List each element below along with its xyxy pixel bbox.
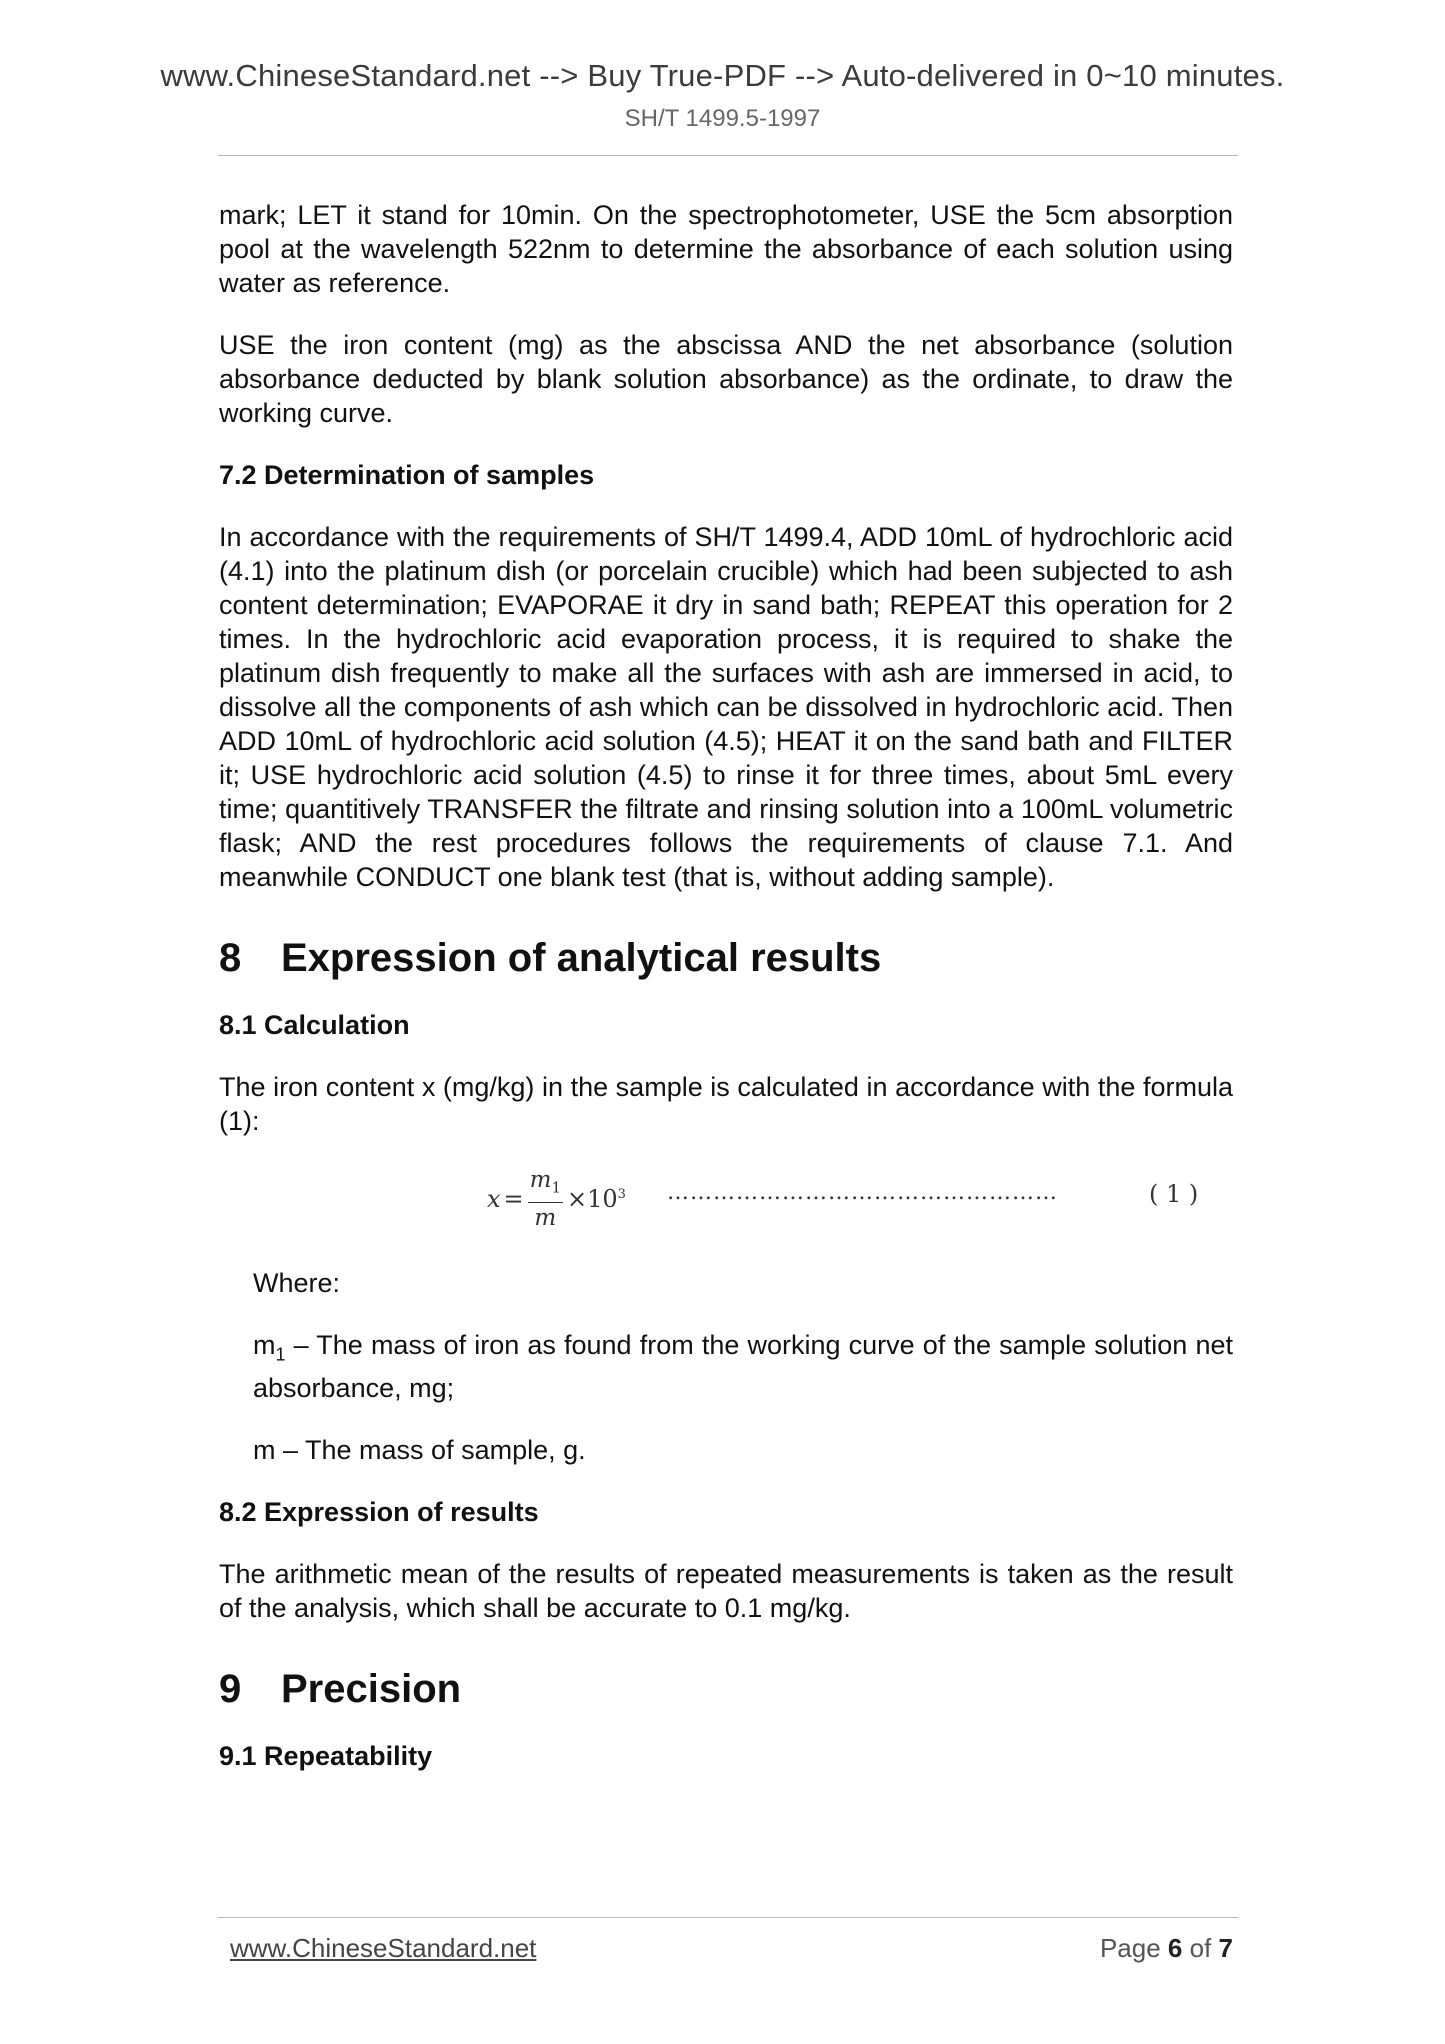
section-9-heading <box>219 1665 1233 1713</box>
formula-expression <box>487 1166 626 1233</box>
paragraph-calculation: The iron content x (mg/kg) in the sample is calculated in accordance with the formula (1): <box>219 1072 1233 1136</box>
formula-denominator: m <box>534 1204 557 1231</box>
section-title: Expression of analytical results <box>281 936 882 980</box>
formula-numerator: $m_1$ <box>528 1166 563 1203</box>
definition-m1: $m_1$ – The mass of iron as found from the working curve of the sample solution net absorbance, mg; <box>253 1330 1233 1404</box>
formula-leader-dots: …………………………………………… <box>667 1180 1058 1205</box>
formula-fraction <box>528 1166 563 1233</box>
formula-lhs: x <box>487 1185 501 1214</box>
heading-9-1: 9.1 Repeatability <box>219 1741 433 1772</box>
heading-8-1: 8.1 Calculation <box>219 1010 410 1040</box>
header-divider <box>218 155 1238 156</box>
paragraph-working-curve: USE the iron content (mg) as the abscissa AND the net absorbance (solution absorbance deducted by blank solution absorbance) as the ordinate, to draw the working curve. <box>219 330 1233 428</box>
section-number: 9 <box>219 1667 242 1712</box>
document-code: SH/T 1499.5-1997 <box>624 105 821 132</box>
section-8-heading <box>219 934 1233 982</box>
paragraph-measurement: mark; LET it stand for 10min. On the spectrophotometer, USE the 5cm absorption pool at the wavelength 522nm to determine the absorbance of each solution using water as reference. <box>219 200 1233 298</box>
formula-number: ( 1 ) <box>1149 1180 1199 1208</box>
page-indicator: Page 6 of 7 <box>1099 1933 1233 1963</box>
where-label: Where: <box>253 1268 341 1298</box>
paragraph-expression-results: The arithmetic mean of the results of repeated measurements is taken as the result of the analysis, which shall be accurate to 0.1 mg/kg. <box>219 1559 1233 1624</box>
section-title: Precision <box>281 1667 462 1712</box>
header-banner: www.ChineseStandard.net --> Buy True-PDF --> Auto-delivered in 0~10 minutes. <box>160 58 1285 93</box>
heading-7-2: 7.2 Determination of samples <box>219 460 595 490</box>
footer-site-link[interactable]: www.ChineseStandard.net <box>230 1933 537 1963</box>
footer-divider <box>218 1917 1238 1918</box>
page-body <box>219 198 1233 1801</box>
formula-multiplier: $\times 10^3$ <box>567 1185 626 1214</box>
section-number: 8 <box>219 936 242 980</box>
paragraph-sample-determination: In accordance with the requirements of SH/T 1499.4, ADD 10mL of hydrochloric acid (4.1) into the platinum dish (or porcelain crucible) which had been subjected to ash content determination; EVAPORAE it dry in sand bath; REPEAT this operation for 2 times. In the hydrochloric acid evaporation process, it is required to shake the platinum dish frequently to make all the surfaces with ash are immersed in acid, to dissolve all the components of ash which can be dissolved in hydrochloric acid. Then ADD 10mL of hydrochloric acid solution (4.5); HEAT it on the sand bath and FILTER it; USE hydrochloric acid solution (4.5) to rinse it for three times, about 5mL every time; quantitively TRANSFER the filtrate and rinsing solution into a 100mL volumetric flask; AND the rest procedures follows the requirements of clause 7.1. And meanwhile CONDUCT one blank test (that is, without adding sample). <box>219 522 1233 892</box>
formula-1 <box>219 1166 1233 1246</box>
formula-equals: = <box>503 1185 524 1214</box>
definition-m: m – The mass of sample, g. <box>253 1435 586 1466</box>
heading-8-2: 8.2 Expression of results <box>219 1497 539 1528</box>
